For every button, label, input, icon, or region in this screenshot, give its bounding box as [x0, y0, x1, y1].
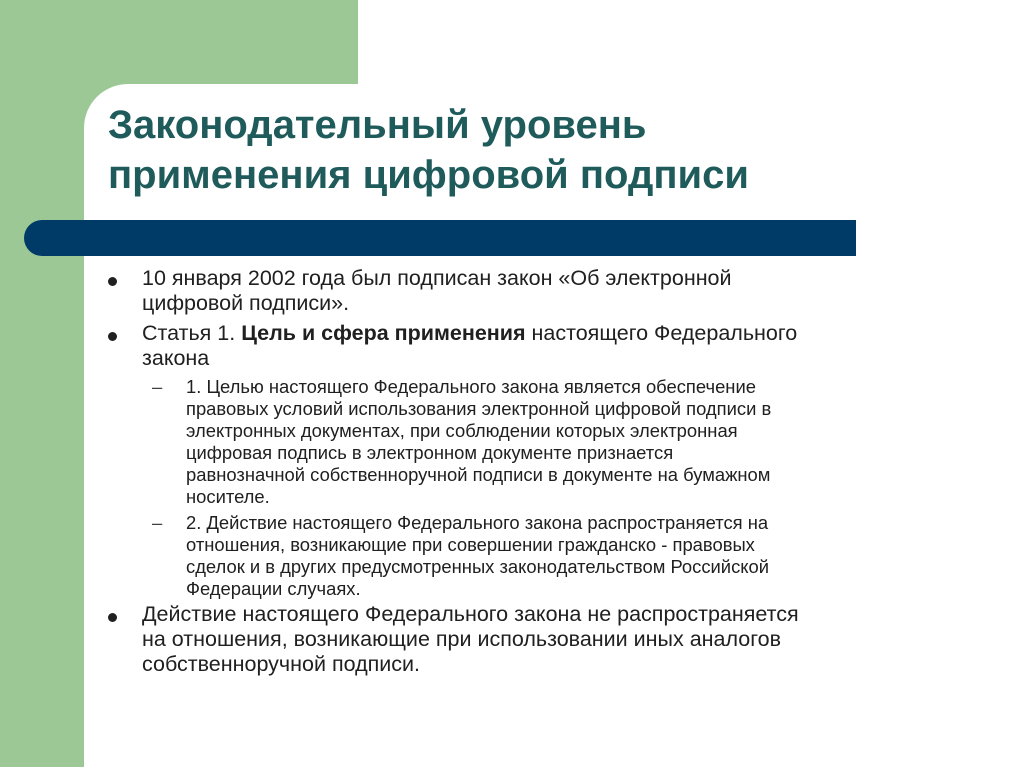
bullet-2-line-2: закона	[142, 346, 210, 370]
slide-title	[108, 100, 948, 200]
sub-1-line-1: 1. Целью настоящего Федерального закона является обеспечение	[186, 376, 756, 397]
bullet-2-suffix: настоящего Федерального	[525, 321, 798, 345]
sub-item-1	[108, 376, 946, 508]
bullet-item-2	[108, 321, 968, 371]
title-line-2: применения цифровой подписи	[108, 153, 749, 197]
bullet-dot-icon	[108, 277, 117, 286]
sub-1-line-6: носителе.	[186, 486, 270, 507]
sub-item-2	[108, 512, 946, 600]
title-divider-bar	[24, 220, 856, 256]
sub-2-line-2: отношения, возникающие при совершении гражданско - правовых	[186, 534, 755, 555]
title-line-1: Законодательный уровень	[108, 103, 647, 147]
sub-1-line-2: правовых условий использования электронной цифровой подписи в	[186, 398, 772, 419]
bullet-3-line-1: Действие настоящего Федерального закона не распространяется	[142, 602, 799, 626]
bullet-item-3	[108, 602, 968, 677]
dash-icon: –	[152, 376, 163, 397]
bullet-item-1	[108, 266, 968, 316]
bullet-2-bold: Цель и сфера применения	[241, 321, 526, 345]
sub-1-line-4: цифровая подпись в электронном документе признается	[186, 442, 674, 463]
dash-icon: –	[152, 512, 163, 533]
bullet-dot-icon	[108, 613, 117, 622]
sub-1-line-3: электронных документах, при соблюдении которых электронная	[186, 420, 738, 441]
bullet-1-line-2: цифровой подписи».	[142, 291, 350, 315]
slide-body	[108, 266, 968, 682]
bullet-1-line-1: 10 января 2002 года был подписан закон «Об электронной	[142, 266, 732, 290]
sub-2-line-1: 2. Действие настоящего Федерального закона распространяется на	[186, 512, 769, 533]
sub-2-line-4: Федерации случаях.	[186, 578, 361, 599]
bullet-3-line-2: на отношения, возникающие при использовании иных аналогов	[142, 627, 782, 651]
bullet-dot-icon	[108, 332, 117, 341]
bullet-2-prefix: Статья 1.	[142, 321, 242, 345]
bullet-3-line-3: собственноручной подписи.	[142, 652, 420, 676]
sub-2-line-3: сделок и в других предусмотренных законодательством Российской	[186, 556, 770, 577]
sub-1-line-5: равнозначной собственноручной подписи в документе на бумажном	[186, 464, 771, 485]
